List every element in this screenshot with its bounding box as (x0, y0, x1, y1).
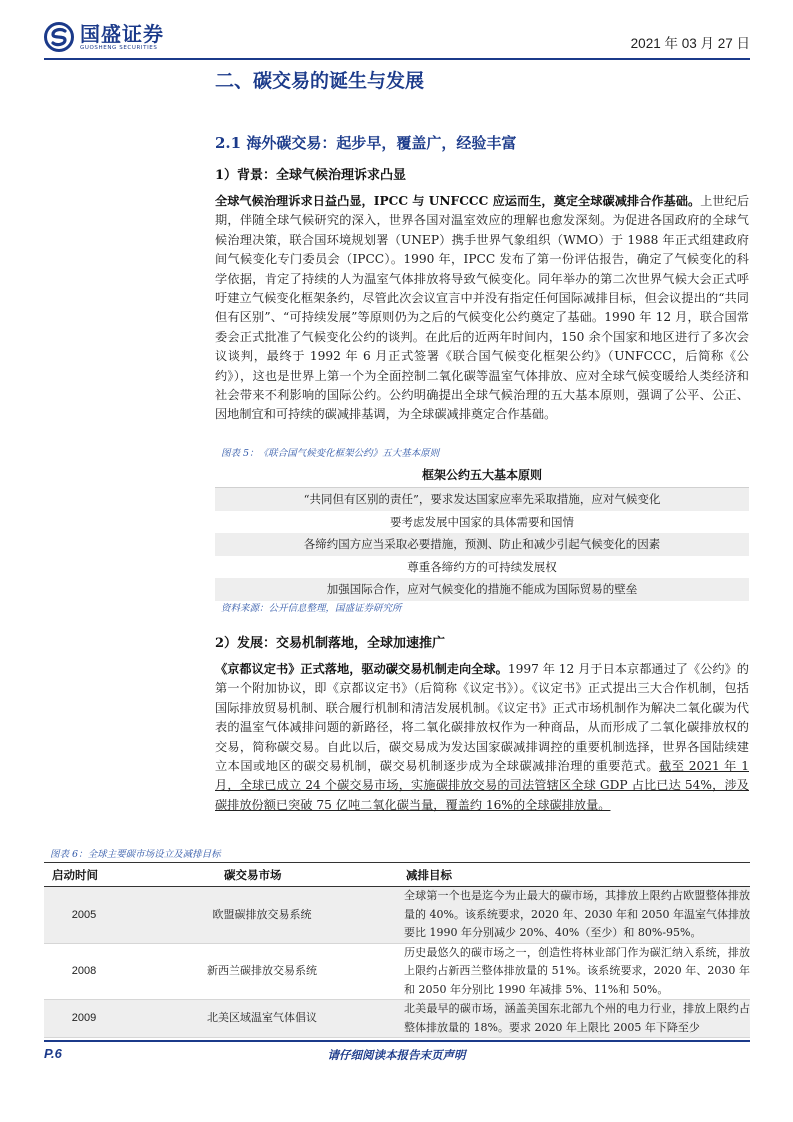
figure6-caption: 图表 6：全球主要碳市场设立及减排目标 (50, 849, 221, 860)
figure5-caption: 图表 5：《联合国气候变化框架公约》五大基本原则 (221, 448, 440, 459)
footer-disclaimer: 请仔细阅读本报告末页声明 (327, 1048, 466, 1062)
part2-lead: 《京都议定书》正式落地，驱动碳交易机制走向全球。 (215, 662, 508, 676)
part1-heading: 1）背景：全球气候治理诉求凸显 (215, 168, 407, 183)
column-header-market: 碳交易市场 (124, 863, 400, 887)
start-year-cell: 2008 (44, 943, 124, 1000)
page-number: P.6 (44, 1046, 62, 1061)
header-divider (44, 58, 750, 60)
subsection-title: 2.1 海外碳交易：起步早，覆盖广，经验丰富 (215, 134, 517, 152)
target-cell: 历史最悠久的碳市场之一，创造性将林业部门作为碳汇纳入系统，排放上限约占新西兰整体排放量的 51%。该系统要求，2020 年、2030 年和 2050 年分别比 1990 年减排 5%、11%和 50%。 (400, 943, 750, 1000)
target-cell: 北美最早的碳市场，涵盖美国东北部九个州的电力行业，排放上限约占整体排放量的 18%。要求 2020 年上限比 2005 年下降至少 (400, 1000, 750, 1038)
company-logo (44, 22, 164, 52)
table-row (44, 943, 750, 1000)
section-title: 二、碳交易的诞生与发展 (215, 70, 425, 92)
report-date: 2021 年 03 月 27 日 (630, 36, 750, 51)
part2-paragraph (215, 660, 749, 815)
principles-table (215, 462, 749, 601)
part1-body: 上世纪后期，伴随全球气候研究的深入，世界各国对温室效应的理解也愈发深刻。为促进各国政府的全球气候治理决策，联合国环境规划署（UNEP）携手世界气象组织（WMO）于 1988 年正式组建政府间气候变化专门委员会（IPCC）。1990 年，IPCC 发布了第一份评估报告，确定了气候变化的科学依据，肯定了持续的人为温室气体排放将导致气候变化。同年举办的第二次世界气候大会正式呼吁建立气候变化框架条约，尽管此次会议宣言中并没有指定任何国际减排目标，但会议提出的“共同但有区别”、“可持续发展”等原则仍为之后的气候变化公约奠定了基础。1990 年 12 月，联合国常委会正式批准了气候变化公约的谈判。在此后的近两年时间内，150 余个国家和地区进行了多次会议谈判，最终于 1992 年 6 月正式签署《联合国气候变化框架公约》（UNFCCC，后简称《公约》），这也是世界上第一个为全面控制二氧化碳等温室气体排放、应对全球气候变暖给人类经济和社会带来不利影响的国际公约。公约明确提出全球气候治理的五大基本原则，强调了公平、公正、因地制宜和可持续的碳减排基调，为全球碳减排奠定合作基础。 (215, 194, 750, 422)
logo-subtitle: GUOSHENG SECURITIES (80, 44, 158, 51)
table-row: 各缔约国方应当采取必要措施，预测、防止和减少引起气候变化的因素 (215, 533, 749, 556)
table-row (44, 887, 750, 944)
market-cell: 北美区域温室气体倡议 (124, 1000, 400, 1038)
part1-paragraph (215, 192, 749, 425)
table-row: 加强国际合作，应对气候变化的措施不能成为国际贸易的壁垒 (215, 578, 749, 601)
column-header-target: 减排目标 (400, 863, 750, 887)
part2-highlight: 截至 2021 年 1 月，全球已成立 24 个碳交易市场，实施碳排放交易的司法管辖区全球 GDP 占比已达 54%，涉及碳排放份额已突破 75 亿吨二氧化碳当量，覆盖约 16%的全球碳排放量。 (215, 759, 749, 812)
principles-table-header: 框架公约五大基本原则 (215, 462, 749, 488)
column-header-start-year: 启动时间 (44, 863, 124, 887)
market-cell: 欧盟碳排放交易系统 (124, 887, 400, 944)
part2-heading: 2）发展：交易机制落地，全球加速推广 (215, 636, 446, 651)
start-year-cell: 2009 (44, 1000, 124, 1038)
table-row: “共同但有区别的责任”，要求发达国家应率先采取措施，应对气候变化 (215, 488, 749, 511)
part2-body: 1997 年 12 月于日本京都通过了《公约》的第一个附加协议，即《京都议定书》（后简称《议定书》）。《议定书》正式提出三大合作机制，包括国际排放贸易机制、联合履行机制和清洁发展机制。《议定书》正式市场机制作为解决二氧化碳为代表的温室气体减排问题的新路径，将二氧化碳排放权作为一种商品，从而形成了二氧化碳排放权的交易，简称碳交易。自此以后，碳交易成为发达国家碳减排调控的重要机制选择，世界各国陆续建立本国或地区的碳交易机制，碳交易机制逐步成为全球碳减排治理的重要范式。 (215, 662, 749, 774)
carbon-markets-table (44, 862, 750, 1038)
part1-lead: 全球气候治理诉求日益凸显，IPCC 与 UNFCCC 应运而生，奠定全球碳减排合作基础。 (215, 194, 701, 208)
start-year-cell: 2005 (44, 887, 124, 944)
table-row: 要考虑发展中国家的具体需要和国情 (390, 514, 574, 529)
market-cell: 新西兰碳排放交易系统 (124, 943, 400, 1000)
footer-divider (44, 1040, 750, 1042)
target-cell: 全球第一个也是迄今为止最大的碳市场，其排放上限约占欧盟整体排放量的 40%。该系统要求，2020 年、2030 年和 2050 年温室气体排放要比 1990 年分别减少 20%、40%（至少）和 80%-95%。 (400, 887, 750, 944)
guosheng-logo-icon (44, 22, 74, 52)
table-row (44, 1000, 750, 1038)
table-row: 尊重各缔约方的可持续发展权 (407, 559, 557, 574)
figure5-source: 资料来源：公开信息整理，国盛证券研究所 (221, 603, 402, 614)
logo-name: 国盛证券 (80, 21, 164, 46)
page-header (44, 20, 750, 60)
